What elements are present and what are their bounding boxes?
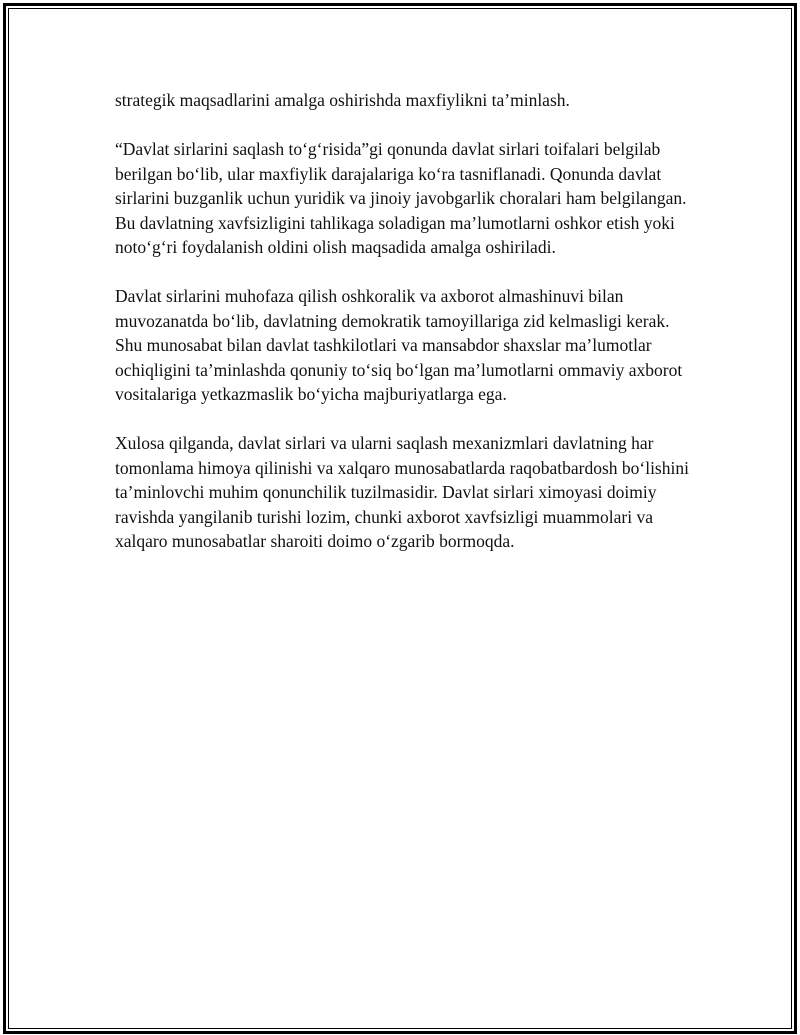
paragraph-protection-and-openness: Davlat sirlarini muhofaza qilish oshkoralik va axborot almashinuvi bilan muvozanatda bo‘lib, davlatning demokratik tamoyillariga zid kelmasligi kerak. Shu munosabat bilan davlat tashkilotlari va mansabdor shaxslar ma’lumotlar ochiqligini ta’minlashda qonuniy to‘siq bo‘lgan ma’lumotlarni ommaviy axborot vositalariga yetkazmaslik bo‘yicha majburiyatlarga ega. [115,286,683,404]
paragraph-conclusion: Xulosa qilganda, davlat sirlari va ularni saqlash mexanizmlari davlatning har tomonlama himoya qilinishi va xalqaro munosabatlarda raqobatbardosh bo‘lishini ta’minlovchi muhim qonunchilik tuzilmasidir. Davlat sirlari ximoyasi doimiy ravishda yangilanib turishi lozim, chunki axborot xavfsizligi muammolari va xalqaro munosabatlar sharoiti doimo o‘zgarib bormoqda. [115,433,689,551]
document-body [115,88,700,578]
paragraph-law-on-state-secrets: “Davlat sirlarini saqlash to‘g‘risida”gi qonunda davlat sirlari toifalari belgilab berilgan bo‘lib, ular maxfiylik darajalariga ko‘ra tasniflanadi. Qonunda davlat sirlarini buzganlik uchun yuridik va jinoiy javobgarlik choralari ham belgilangan. Bu davlatning xavfsizligini tahlikaga soladigan ma’lumotlarni oshkor etish yoki noto‘g‘ri foydalanish oldini olish maqsadida amalga oshiriladi. [115,139,687,257]
paragraph-continuation: strategik maqsadlarini amalga oshirishda maxfiylikni ta’minlash. [115,90,570,110]
